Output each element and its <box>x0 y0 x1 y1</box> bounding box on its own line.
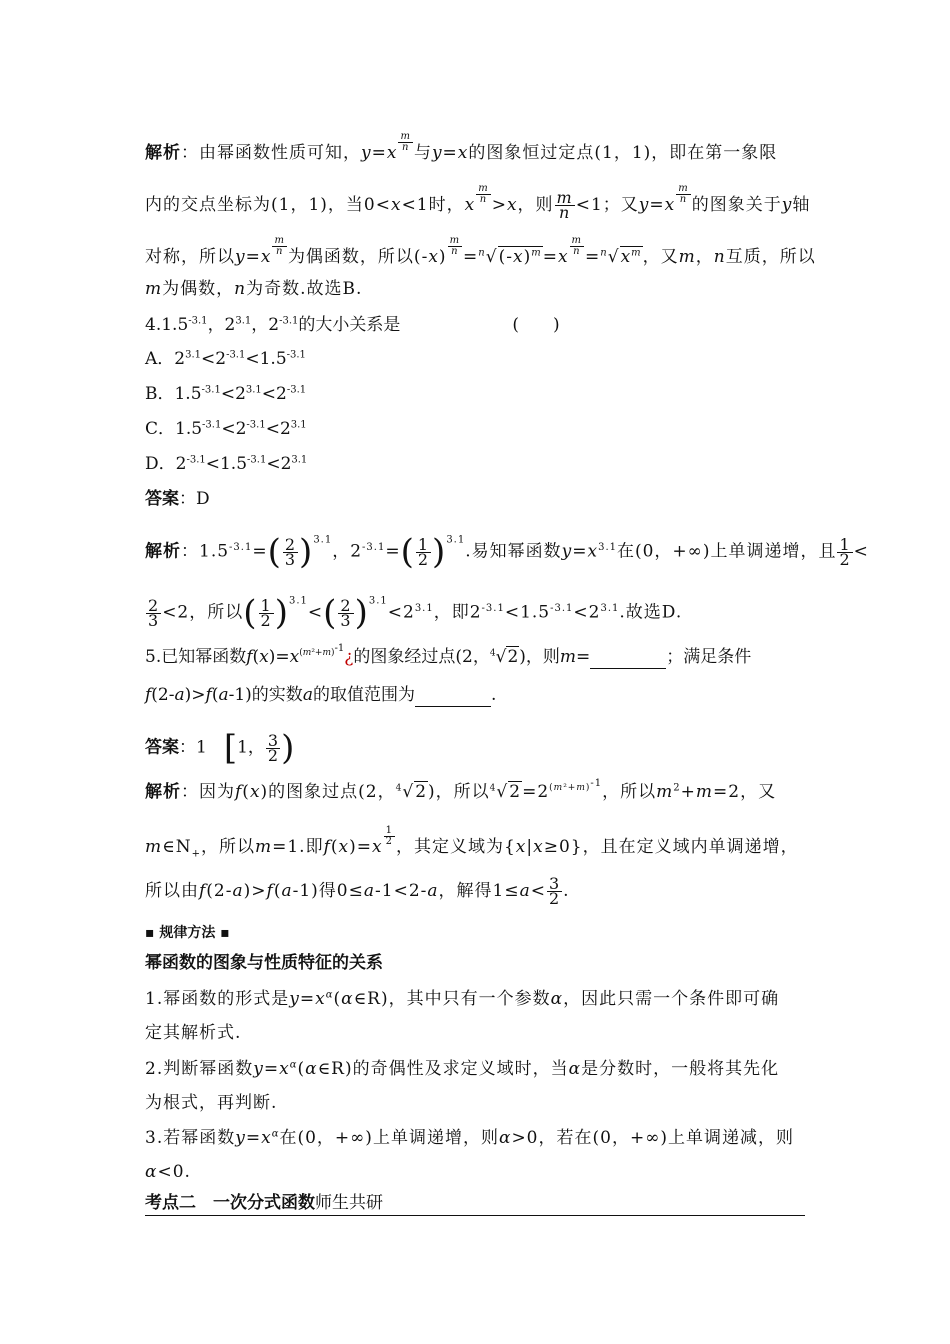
question-4-option-a: A．$2^{3.1}<2^{-3.1}<1.5^{-3.1}$ <box>145 349 306 369</box>
answer-label: 答案 <box>145 489 179 509</box>
question-4-option-b: B．$1.5^{-3.1}<2^{3.1}<2^{-3.1}$ <box>145 384 307 404</box>
answer-value: D <box>196 489 210 509</box>
question-4-option-d: D．$2^{-3.1}<1.5^{-3.1}<2^{3.1}$ <box>145 454 308 474</box>
analysis-3-line-4: m为偶数，n为奇数.故选B. <box>145 279 363 299</box>
analysis-3-line-3: 对称，所以y=x $\frac{m}{n}$ 为偶函数，所以(-x) $\frac{m}{n}$ $=^n√(-x)^m=x$ $\frac{m}{n}$ $=^n√x^m$，又m，n互质，所以 <box>145 235 816 267</box>
analysis-3-line-2: 内的交点坐标为(1，1)，当0<x<1时，x $\frac{m}{n}$ >x，则 $\frac{m}{n}$ <1；又y=x $\frac{m}{n}$ 的图象关于y轴 <box>145 183 811 222</box>
method-item-3-line-2: α<0. <box>145 1162 191 1182</box>
section-title: 考点二 一次分式函数 <box>145 1193 315 1213</box>
method-item-1-line-2: 定其解析式. <box>145 1023 242 1043</box>
method-item-1-line-1: 1.幂函数的形式是$y=x^\alpha(\alpha\in R)$，其中只有一个参数α，因此只需一个条件即可确 <box>145 989 780 1009</box>
question-5-stem-line-1: 5.已知幂函数$f(x)=x^{(m^2+m)^{-1}}¿$的图象经过点(2，$^4$√2)，则m= ；满足条件 <box>145 643 752 667</box>
method-item-2-line-1: 2.判断幂函数$y=x^\alpha(\alpha\in R)$的奇偶性及求定义域时，当α是分数时，一般将其先化 <box>145 1059 780 1079</box>
question-4-analysis-line-2: $\frac{2}{3}$ <2，所以( $\frac{1}{2}$ )$^{3.1}$<( $\frac{2}{3}$ )$^{3.1}<2^{3.1}$，即$2^{-3.1}<1.5^{-3.1}<2^{3.1}$.故选D. <box>148 593 683 633</box>
method-title: 幂函数的图象与性质特征的关系 <box>145 953 383 973</box>
section-suffix: 师生共研 <box>315 1193 383 1213</box>
section-heading <box>145 1192 383 1214</box>
section-divider <box>145 1215 805 1216</box>
analysis-label: 解析 <box>145 143 181 163</box>
question-4-answer: 答案：D <box>145 489 210 509</box>
method-tag: ▪ 规律方法 ▪ <box>145 925 230 941</box>
question-4-analysis-line-1: 解析：$1.5^{-3.1}=$( $\frac{2}{3}$ )$^{3.1}$，$2^{-3.1}=$( $\frac{1}{2}$ )$^{3.1}$.易知幂函数$y=x^{3.1}$在(0，+∞)上单调递增，且 $\frac{1}{2}$ < <box>145 532 869 572</box>
method-item-3-line-1: 3.若幂函数$y=x^\alpha$在(0，+∞)上单调递增，则α>0，若在(0，+∞)上单调递减，则 <box>145 1128 794 1148</box>
question-5-answer: 答案：1 [1， $\frac{3}{2}$ ) <box>145 728 295 768</box>
analysis-label: 解析 <box>145 782 181 802</box>
question-5-stem-line-2: f(2-a)>f(a-1)的实数a的取值范围为 . <box>145 685 497 705</box>
question-5-analysis-line-3: 所以由f(2-a)>f(a-1)得0≤a-1<2-a，解得1≤a< $\frac{3}{2}$ . <box>145 874 570 908</box>
answer-label: 答案 <box>145 737 179 758</box>
method-item-2-line-2: 为根式，再判断. <box>145 1093 278 1113</box>
question-5-analysis-line-2: $m\in N_+$，所以m=1.即f(x)=x $\frac{1}{2}$ ，其定义域为{x|x≥0}，且在定义域内单调递增， <box>145 825 799 860</box>
question-5-analysis-line-1: 解析：因为f(x)的图象过点(2，$^4$√2)，所以$^4√2=2^{(m^2+m)^{-1}}$，所以$m^2+m=2$，又 <box>145 778 777 802</box>
analysis-3-line-1: 解析：由幂函数性质可知，y=x $\frac{m}{n}$ 与y=x的图象恒过定点(1，1)，即在第一象限 <box>145 131 778 163</box>
analysis-label: 解析 <box>145 541 181 562</box>
question-4-option-c: C．$1.5^{-3.1}<2^{-3.1}<2^{3.1}$ <box>145 419 307 439</box>
question-4-stem: $4.1.5^{-3.1}$，$2^{3.1}$，$2^{-3.1}$的大小关系是 ( ) <box>145 315 560 335</box>
